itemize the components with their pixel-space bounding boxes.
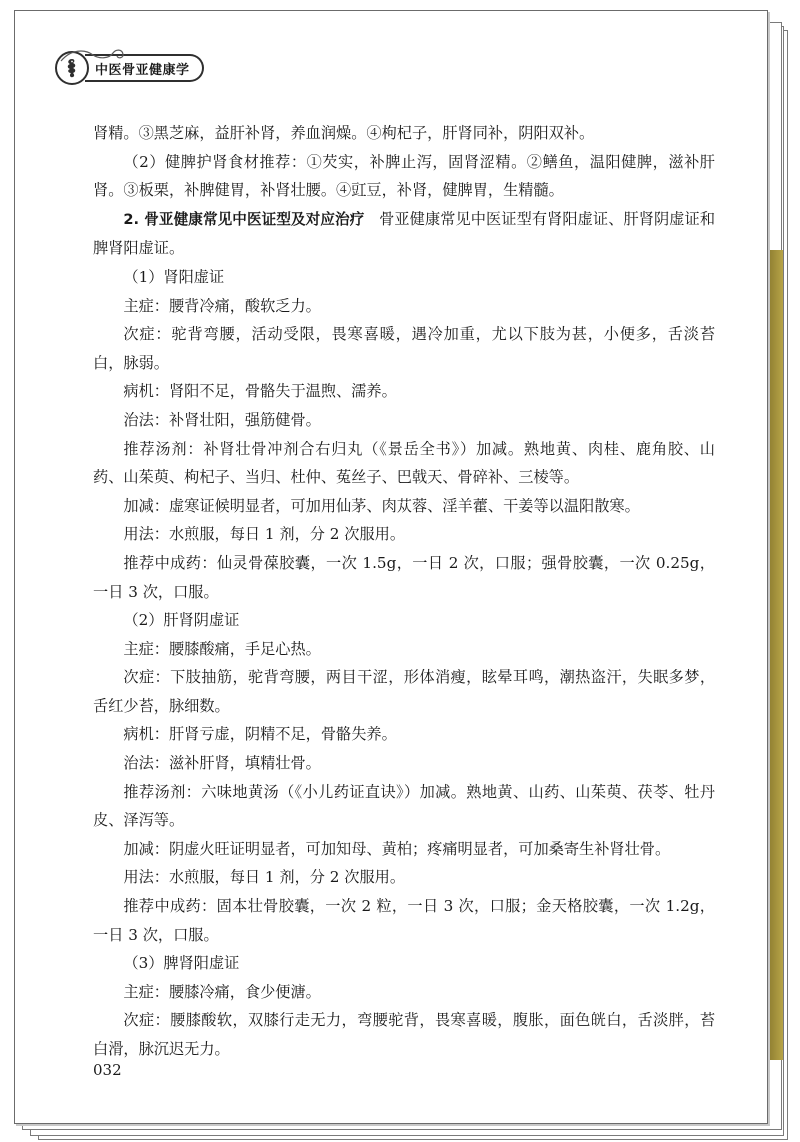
book-page	[14, 10, 768, 1124]
page-stack-spine	[766, 250, 783, 1060]
paragraph: 次症：下肢抽筋，驼背弯腰，两目干涩，形体消瘦，眩晕耳鸣，潮热盗汗，失眠多梦，舌红少苔，脉细数。	[93, 668, 715, 715]
running-header-title: 中医骨亚健康学	[85, 54, 204, 82]
page-number: 032	[93, 1061, 122, 1079]
paragraph: 主症：腰背冷痛，酸软乏力。	[123, 296, 321, 315]
paragraph: 推荐汤剂：补肾壮骨冲剂合右归丸（《景岳全书》）加减。熟地黄、肉桂、鹿角胶、山药、山茱萸、枸杞子、当归、杜仲、菟丝子、巴戟天、骨碎补、三棱等。	[93, 439, 715, 487]
paragraph: 主症：腰膝酸痛，手足心热。	[123, 639, 321, 658]
subsection-heading: （2）肝肾阴虚证	[123, 611, 240, 630]
paragraph: 推荐中成药：固本壮骨胶囊，一次 2 粒，一日 3 次，口服；金天格胶囊，一次 1.2g，一日 3 次，口服。	[93, 897, 715, 944]
section-heading-paragraph	[93, 205, 715, 263]
section-heading: 2. 骨亚健康常见中医证型及对应治疗	[123, 210, 365, 228]
paragraph: 次症：腰膝酸软，双膝行走无力，弯腰驼背，畏寒喜暖，腹胀，面色㿠白，舌淡胖，苔白滑，脉沉迟无力。	[93, 1011, 715, 1058]
spacer	[364, 210, 379, 228]
paragraph: 病机：肝肾亏虚，阴精不足，骨骼失养。	[123, 725, 397, 744]
paragraph: 治法：补肾壮阳，强筋健骨。	[123, 410, 321, 429]
paragraph: 用法：水煎服，每日 1 剂，分 2 次服用。	[123, 525, 406, 544]
paragraph: 推荐汤剂：六味地黄汤（《小儿药证直诀》）加减。熟地黄、山药、山茱萸、茯苓、牡丹皮、泽泻等。	[93, 782, 715, 830]
subsection-heading: （1）肾阳虚证	[123, 267, 225, 286]
subsection-heading: （3）脾肾阳虚证	[123, 954, 240, 973]
paragraph: 肾精。③黑芝麻，益肝补肾，养血润燥。④枸杞子，肝肾同补，阴阳双补。	[93, 124, 595, 142]
section-intro: 骨亚健康常见中医证型有肾阳虚证、肝肾阴虚证和脾肾阳虚证。	[93, 209, 716, 258]
paragraph: 用法：水煎服，每日 1 剂，分 2 次服用。	[123, 868, 406, 887]
paragraph: 主症：腰膝冷痛，食少便溏。	[123, 982, 321, 1001]
paragraph: 推荐中成药：仙灵骨葆胶囊，一次 1.5g，一日 2 次，口服；强骨胶囊，一次 0.25g，一日 3 次，口服。	[93, 553, 715, 601]
paragraph: 治法：滋补肝肾，填精壮骨。	[123, 754, 321, 773]
paragraph: 病机：肾阳不足，骨骼失于温煦、濡养。	[123, 382, 397, 401]
paragraph: 加减：虚寒证候明显者，可加用仙茅、肉苁蓉、淫羊藿、干姜等以温阳散寒。	[123, 496, 640, 515]
ornament-curl-icon	[59, 45, 129, 65]
body-text	[93, 119, 715, 1064]
paragraph: （2）健脾护肾食材推荐：①芡实，补脾止泻，固肾涩精。②鳝鱼，温阳健脾，滋补肝肾。③板栗，补脾健胃，补肾壮腰。④豇豆，补肾，健脾胃，生精髓。	[93, 152, 715, 200]
paragraph: 加减：阴虚火旺证明显者，可加知母、黄柏；疼痛明显者，可加桑寄生补肾壮骨。	[123, 839, 671, 858]
paragraph: 次症：驼背弯腰，活动受限，畏寒喜暖，遇冷加重，尤以下肢为甚，小便多，舌淡苔白，脉弱。	[93, 325, 715, 372]
